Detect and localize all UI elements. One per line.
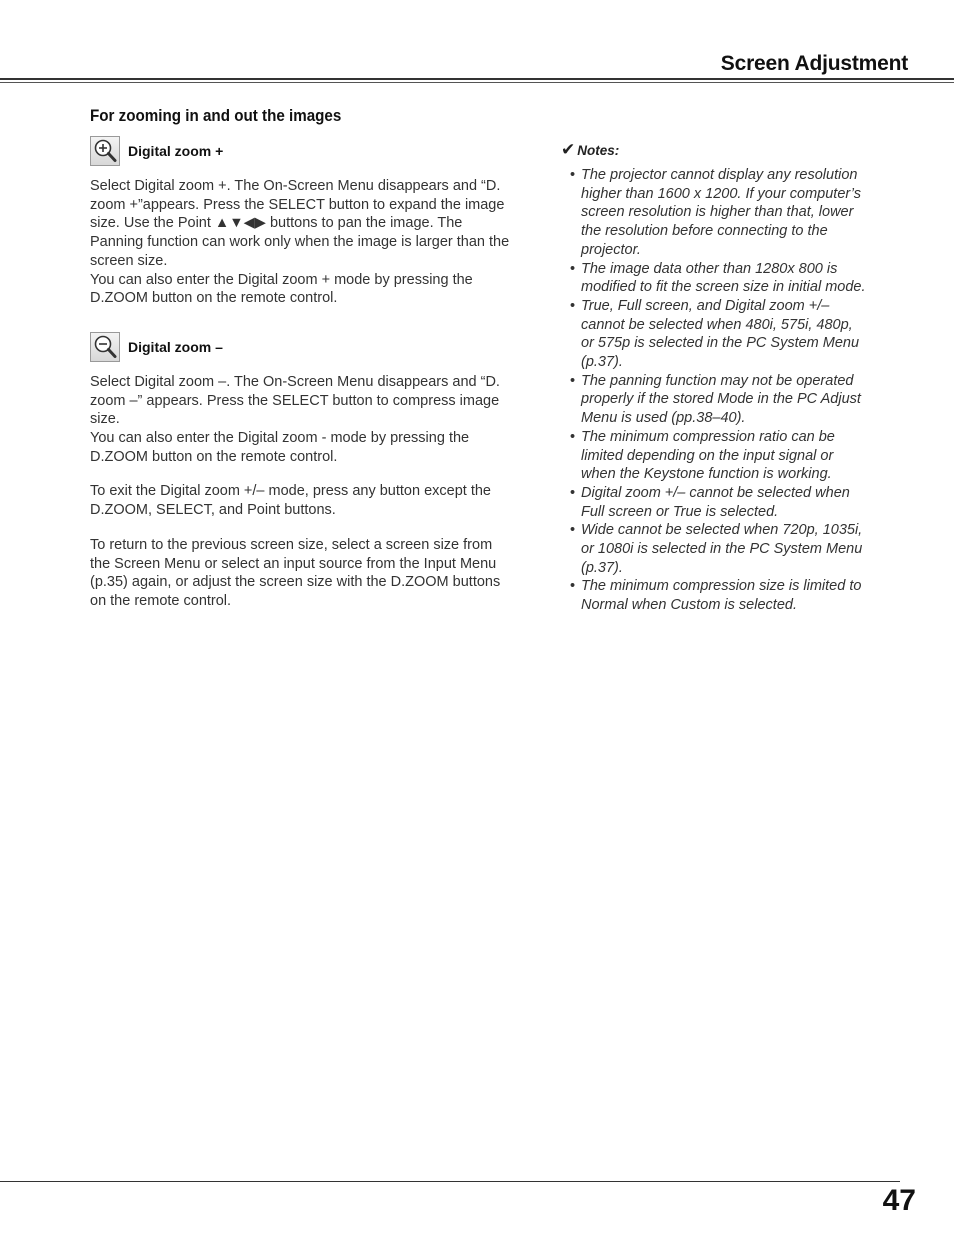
notes-heading — [561, 140, 866, 160]
notes-panel — [561, 140, 866, 615]
notes-title: Notes: — [577, 142, 620, 158]
note-item: • Digital zoom +/– cannot be selected when Full screen or True is selected. — [561, 484, 866, 521]
note-item: • The minimum compression size is limited to Normal when Custom is selected. — [561, 577, 866, 614]
note-item: • The panning function may not be operated properly if the stored Mode in the PC Adjust Menu is used (pp.38–40). — [561, 372, 866, 428]
main-column — [90, 107, 515, 611]
header-rule-thin — [0, 82, 954, 83]
zoom-out-paragraph: You can also enter the Digital zoom - mode by pressing the D.ZOOM button on the remote control. — [90, 430, 470, 465]
subheading: For zooming in and out the images — [90, 107, 342, 125]
return-paragraph: To return to the previous screen size, select a screen size from the Screen Menu or select an input source from the Input Menu (p.35) again, or adjust the screen size with the D.ZOOM buttons on the remote control. — [90, 536, 501, 609]
zoom-in-icon — [90, 136, 120, 166]
zoom-out-icon — [90, 332, 120, 362]
note-item: • The minimum compression ratio can be limited depending on the input signal or when the Keystone function is working. — [561, 428, 866, 484]
zoom-in-label: Digital zoom + — [128, 143, 224, 159]
page-number: 47 — [882, 1184, 916, 1217]
zoom-out-paragraph: Select Digital zoom –. The On-Screen Menu disappears and “D. zoom –” appears. Press the SELECT button to compress image size. — [90, 373, 500, 428]
header-rule-thick — [0, 78, 954, 80]
section-title: Screen Adjustment — [720, 52, 908, 75]
note-item: • True, Full screen, and Digital zoom +/– cannot be selected when 480i, 575i, 480p, or 575p is selected in the PC System Menu (p.37). — [561, 297, 866, 372]
zoom-in-heading — [90, 136, 515, 166]
zoom-out-heading — [90, 332, 515, 362]
note-item: • Wide cannot be selected when 720p, 1035i, or 1080i is selected in the PC System Menu (p.37). — [561, 521, 866, 577]
zoom-in-paragraph: You can also enter the Digital zoom + mode by pressing the D.ZOOM button on the remote control. — [90, 271, 473, 307]
note-item: • The projector cannot display any resolution higher than 1600 x 1200. If your computer’s screen resolution is higher than that, lower the resolution before connecting to the projector. — [561, 166, 866, 260]
notes-list — [561, 166, 866, 615]
zoom-in-paragraph: Select Digital zoom +. The On-Screen Menu disappears and “D. zoom +”appears. Press the SELECT button to expand the image size. Use the Point ▲▼◀▶ buttons to pan the image. The Panning function can work only when the image is larger than the screen size. — [90, 178, 510, 269]
note-item: • The image data other than 1280x 800 is modified to fit the screen size in initial mode. — [561, 260, 866, 297]
zoom-out-label: Digital zoom – — [128, 338, 223, 355]
footer-rule — [0, 1181, 900, 1182]
exit-paragraph: To exit the Digital zoom +/– mode, press any button except the D.ZOOM, SELECT, and Point buttons. — [90, 483, 491, 519]
checkmark-icon: ✔ — [561, 140, 576, 159]
